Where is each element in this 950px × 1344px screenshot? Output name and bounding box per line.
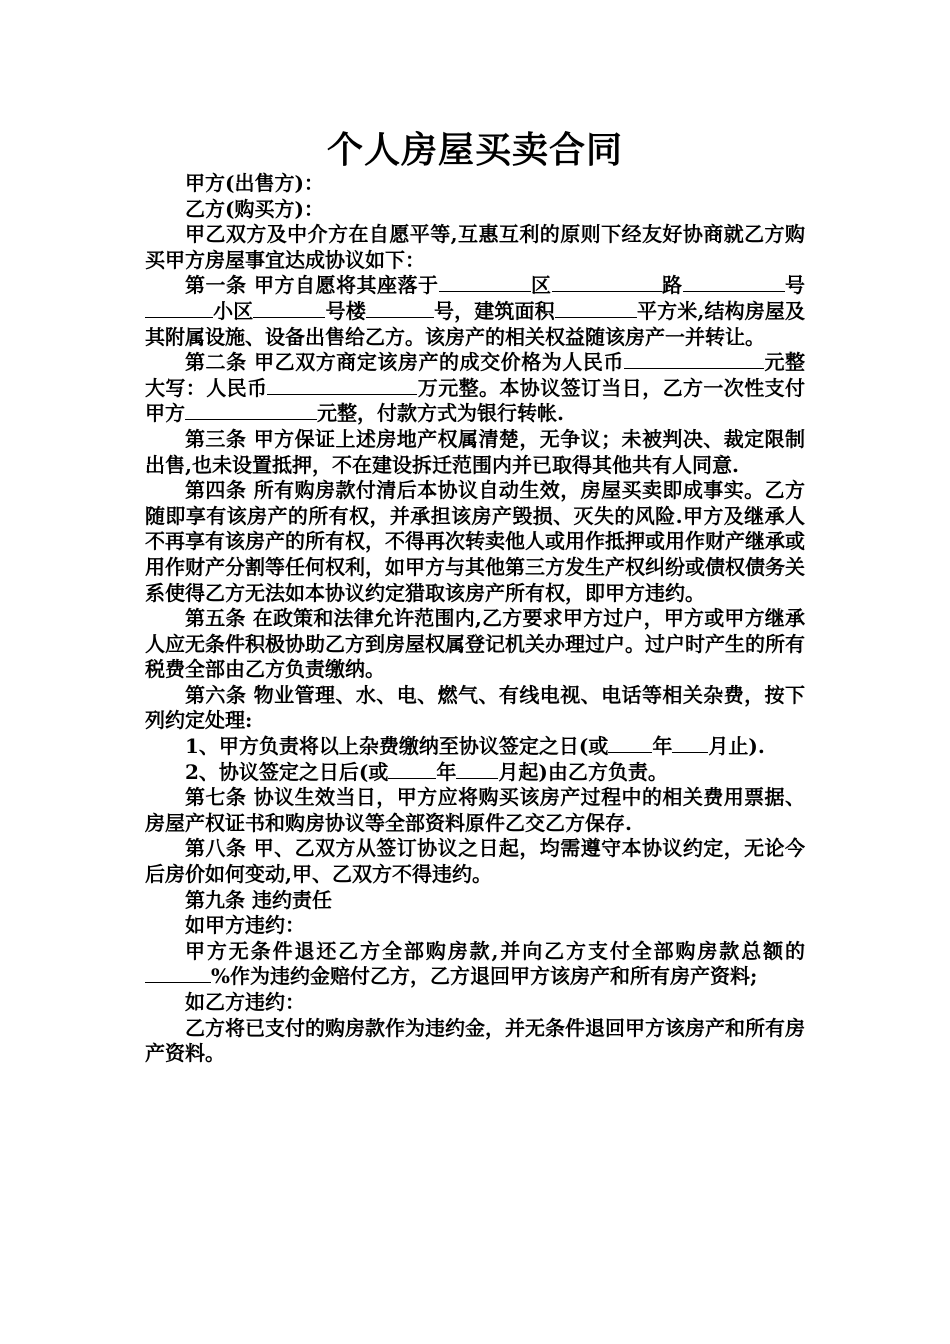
article-9: 第九条 违约责任 bbox=[185, 887, 332, 912]
blank-area[interactable] bbox=[555, 299, 637, 318]
article-3: 第三条 甲方保证上述房地产权属清楚，无争议；未被判决、裁定限制出售,也未设置抵押，不在建设拆迁范围内并已取得其他共有人同意. bbox=[145, 426, 805, 477]
blank-item-2-month[interactable] bbox=[456, 760, 498, 779]
document-title: 个人房屋买卖合同 bbox=[326, 129, 623, 171]
article-1 bbox=[145, 273, 805, 350]
a-breach-text-2: %作为违约金赔付乙方，乙方退回甲方该房产和所有房产资料; bbox=[211, 964, 758, 989]
article-1-text-1: 第一条 甲方自愿将其座落于 bbox=[185, 273, 439, 298]
item-2-text-2: 年 bbox=[436, 759, 457, 784]
blank-road[interactable] bbox=[552, 273, 662, 292]
if-party-a-breach: 如甲方违约： bbox=[185, 913, 305, 938]
article-6-item-1 bbox=[145, 734, 805, 760]
article-2-text-2: 元整大写：人民币 bbox=[145, 350, 806, 400]
blank-price-words[interactable] bbox=[267, 376, 417, 395]
article-1-text-4: 号 bbox=[784, 273, 806, 298]
party-b-breach-terms: 乙方将已支付的购房款作为违约金，并无条件退回甲方该房产和所有房产资料。 bbox=[145, 1015, 805, 1066]
blank-building[interactable] bbox=[253, 299, 325, 318]
article-2 bbox=[145, 350, 805, 427]
blank-price[interactable] bbox=[624, 350, 764, 369]
blank-community[interactable] bbox=[145, 299, 213, 318]
article-1-text-8: 平方米,结构房屋及其附属设施、设备出售给乙方。该房产的相关权益随该房产一并转让。 bbox=[145, 298, 806, 349]
article-1-text-3: 路 bbox=[661, 273, 683, 298]
blank-penalty-percent[interactable] bbox=[145, 964, 211, 983]
item-2-text-3: 月起)由乙方负责。 bbox=[498, 759, 668, 784]
blank-item-1-month[interactable] bbox=[672, 734, 708, 753]
item-1-text-2: 年 bbox=[652, 734, 673, 759]
article-4: 第四条 所有购房款付清后本协议自动生效，房屋买卖即成事实。乙方随即享有该房产的所有权，并承担该房产毁损、灭失的风险.甲方及继承人不再享有该房产的所有权，不得再次转卖他人或用作抵押或用作财产继承或用作财产分割等任何权利，如甲方与其他第三方发生产权纠纷或债权债务关系使得乙方无法如本协议约定猎取该房产所有权，即甲方违约。 bbox=[145, 478, 805, 605]
blank-unit[interactable] bbox=[366, 299, 434, 318]
article-8: 第八条 甲、乙双方从签订协议之日起，均需遵守本协议约定，无论今后房价如何变动,甲、乙双方不得违约。 bbox=[145, 836, 805, 887]
party-a-breach-terms bbox=[145, 939, 805, 990]
blank-road-number[interactable] bbox=[683, 273, 785, 292]
contract-body bbox=[145, 171, 805, 1067]
article-1-text-7: 号，建筑面积 bbox=[433, 298, 555, 323]
article-1-text-5: 小区 bbox=[213, 298, 254, 323]
blank-item-1-year[interactable] bbox=[608, 734, 652, 753]
article-2-text-1: 第二条 甲乙双方商定该房产的成交价格为人民币 bbox=[185, 350, 624, 375]
article-1-text-2: 区 bbox=[530, 273, 552, 298]
item-1-text-3: 月止). bbox=[708, 734, 765, 759]
blank-item-2-year[interactable] bbox=[388, 760, 436, 779]
a-breach-text-1: 甲方无条件退还乙方全部购房款,并向乙方支付全部购房款总额的 bbox=[185, 938, 805, 963]
article-2-text-3: 万元整。本协议签订当日，乙方一次性支付甲方 bbox=[145, 375, 806, 426]
item-1-text-1: 1、甲方负责将以上杂费缴纳至协议签定之日(或 bbox=[185, 734, 609, 759]
if-party-b-breach: 如乙方违约： bbox=[185, 990, 305, 1014]
article-6: 第六条 物业管理、水、电、燃气、有线电视、电话等相关杂费，按下列约定处理: bbox=[145, 682, 805, 733]
article-1-text-6: 号楼 bbox=[325, 298, 366, 323]
item-2-text-1: 2、协议签定之日后(或 bbox=[185, 759, 389, 784]
party-a-line: 甲方(出售方)： bbox=[185, 171, 324, 195]
preamble: 甲乙双方及中介方在自愿平等,互惠互利的原则下经友好协商就乙方购买甲方房屋事宜达成协议如下： bbox=[145, 222, 805, 272]
article-5: 第五条 在政策和法律允许范围内,乙方要求甲方过户，甲方或甲方继承人应无条件积极协助乙方到房屋权属登记机关办理过户。过户时产生的所有税费全部由乙方负责缴纳。 bbox=[145, 606, 805, 682]
article-7: 第七条 协议生效当日，甲方应将购买该房产过程中的相关费用票据、房屋产权证书和购房协议等全部资料原件乙交乙方保存. bbox=[145, 785, 805, 835]
article-2-text-4: 元整，付款方式为银行转帐. bbox=[317, 401, 564, 426]
blank-payment[interactable] bbox=[185, 401, 317, 420]
article-6-item-2 bbox=[145, 760, 805, 786]
blank-district[interactable] bbox=[439, 273, 531, 292]
party-b-line: 乙方(购买方)： bbox=[185, 196, 324, 221]
